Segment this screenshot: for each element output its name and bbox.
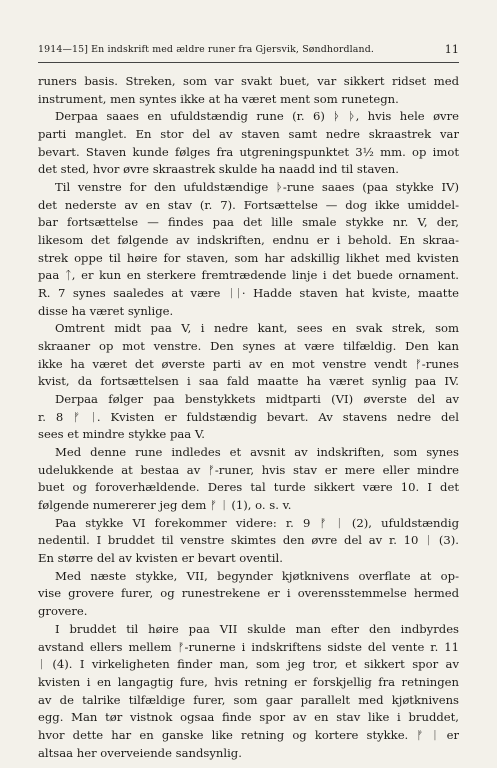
header-rule bbox=[38, 62, 459, 63]
text-line: disse ha været synlige. bbox=[38, 303, 174, 318]
text-line: avstand ellers mellem ᚠ-runerne i indskriftens sidste del vente r. 11 bbox=[38, 639, 459, 654]
text-line: parti manglet. En stor del av staven samt nedre skraastrek var bbox=[38, 127, 459, 142]
text-line: kvisten i en langagtig fure, hvis retning er forskjellig fra retningen bbox=[38, 674, 459, 689]
text-line: Paa stykke VI forekommer videre: r. 9 ᚠ ᛁ (2), ufuldstændig bbox=[55, 515, 459, 530]
text-line: runers basis. Streken, som var svakt buet, var sikkert ridset med bbox=[38, 74, 459, 88]
text-line: ikke ha været det øverste parti av en mot venstre vendt ᚠ-runes bbox=[38, 356, 459, 371]
text-line: Derpaa følger paa benstykkets midtparti (VI) øverste del av bbox=[55, 392, 459, 407]
text-line: egg. Man tør vistnok ogsaa finde spor av en stav like i bruddet, bbox=[38, 710, 459, 725]
text-line: instrument, men syntes ikke at ha været ment som runetegn. bbox=[38, 91, 399, 106]
text-line: Derpaa saaes en ufuldstændig rune (r. 6) ᚦ ᚦ, hvis hele øvre bbox=[55, 109, 459, 124]
text-line: Omtrent midt paa V, i nedre kant, sees en svak strek, som bbox=[55, 321, 459, 336]
text-line: nedentil. I bruddet til venstre skimtes den øvre del av r. 10 ᛁ (3). bbox=[38, 533, 459, 548]
running-header bbox=[38, 44, 459, 58]
text-line: ᛁ (4). I virkeligheten finder man, som jeg tror, et sikkert spor av bbox=[38, 657, 459, 672]
text-line: hvor dette har en ganske like retning og kortere stykke. ᚠ ᛁ er bbox=[38, 727, 459, 742]
text-line: R. 7 synes saaledes at være ᛁᛁ· Hadde staven hat kviste, maatte bbox=[38, 286, 459, 301]
text-line: skraaner op mot venstre. Den synes at være tilfældig. Den kan bbox=[38, 339, 459, 354]
text-line: det nederste av en stav (r. 7). Fortsættelse — dog ikke umiddel- bbox=[38, 197, 459, 212]
text-line: følgende numererer jeg dem ᚠ ᛁ (1), o. s. v. bbox=[38, 498, 292, 513]
text-line: Med denne rune indledes et avsnit av indskriften, som synes bbox=[55, 445, 459, 460]
text-line: grovere. bbox=[38, 604, 88, 619]
text-line: buet og foroverhældende. Deres tal turde sikkert være 10. I det bbox=[38, 480, 459, 495]
page-number: 11 bbox=[444, 43, 459, 56]
text-line: r. 8 ᚠ ᛁ. Kvisten er fuldstændig bevart. Av stavens nedre del bbox=[38, 409, 459, 424]
text-line: Med næste stykke, VII, begynder kjøtknivens overflate at op- bbox=[55, 568, 459, 583]
text-line: vise grovere furer, og runestrekene er i overensstemmelse hermed bbox=[38, 586, 459, 601]
body-text bbox=[38, 73, 459, 762]
running-title: 1914—15] En indskrift med ældre runer fra Gjersvik, Søndhordland. bbox=[38, 44, 375, 55]
text-line: Til venstre for den ufuldstændige ᚦ-rune saaes (paa stykke IV) bbox=[55, 180, 459, 195]
text-line: bar fortsættelse — findes paa det lille smale stykke nr. V, der, bbox=[38, 215, 459, 230]
text-line: udelukkende at bestaa av ᚠ-runer, hvis stav er mere eller mindre bbox=[38, 462, 459, 477]
text-line: En større del av kvisten er bevart oventil. bbox=[38, 551, 283, 566]
text-line: I bruddet til høire paa VII skulde man efter den indbyrdes bbox=[55, 621, 459, 636]
text-line: altsaa her overveiende sandsynlig. bbox=[38, 745, 242, 760]
text-line: det sted, hvor øvre skraastrek skulde ha naadd ind til staven. bbox=[38, 162, 399, 177]
text-line: sees et mindre stykke paa V. bbox=[38, 427, 205, 442]
text-line: bevart. Staven kunde følges fra utgreningspunktet 3½ mm. op imot bbox=[38, 144, 459, 159]
text-line: paa ᛏ, er kun en sterkere fremtrædende linje i det buede ornament. bbox=[38, 268, 459, 283]
text-line: kvist, da fortsættelsen i saa fald maatte ha været synlig paa IV. bbox=[38, 374, 459, 389]
text-line: likesom det følgende av indskriften, endnu er i behold. En skraa- bbox=[38, 233, 459, 248]
text-line: av de talrike tilfældige furer, som gaar parallelt med kjøtknivens bbox=[38, 692, 459, 707]
text-line: strek oppe til høire for staven, som har adskillig likhet med kvisten bbox=[38, 250, 459, 265]
